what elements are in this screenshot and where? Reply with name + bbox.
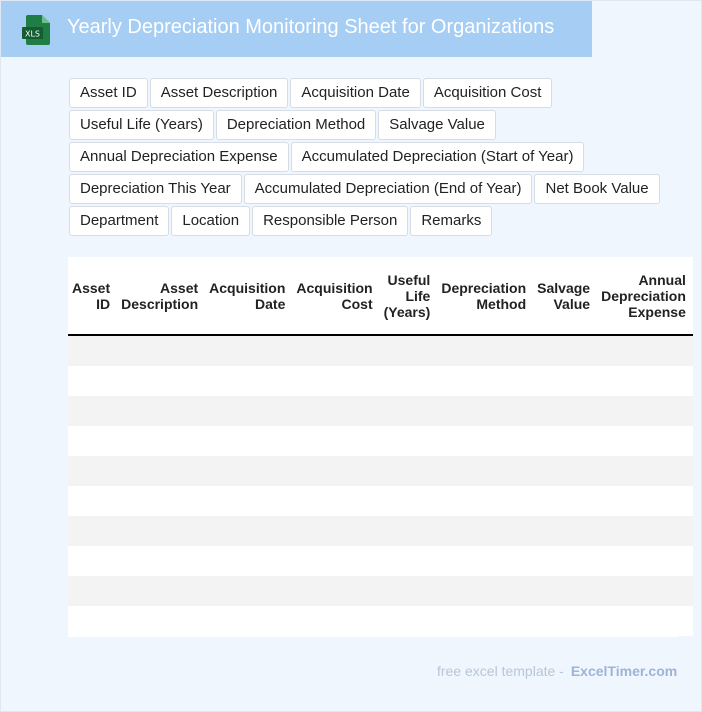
table-cell[interactable] (292, 366, 379, 396)
table-cell[interactable] (597, 396, 693, 426)
table-cell[interactable] (117, 546, 205, 576)
field-chip[interactable]: Department (69, 206, 169, 236)
field-chip[interactable]: Remarks (410, 206, 492, 236)
table-cell[interactable] (437, 335, 533, 366)
table-row (68, 516, 693, 546)
column-header-line: Date (255, 295, 286, 312)
table-row (68, 576, 693, 606)
field-chip[interactable]: Depreciation Method (216, 110, 376, 140)
table-cell[interactable] (117, 396, 205, 426)
field-chip[interactable]: Salvage Value (378, 110, 496, 140)
table-cell[interactable] (533, 516, 597, 546)
field-chip-row (69, 110, 498, 140)
table-cell[interactable] (292, 426, 379, 456)
table-cell[interactable] (437, 456, 533, 486)
column-header-line: Useful (387, 271, 431, 288)
field-chip[interactable]: Depreciation This Year (69, 174, 242, 204)
table-cell[interactable] (437, 606, 533, 636)
table-cell[interactable] (597, 426, 693, 456)
table-cell[interactable] (117, 426, 205, 456)
column-header-line: Cost (341, 295, 373, 312)
table-cell[interactable] (205, 456, 292, 486)
column-header[interactable] (533, 257, 597, 335)
table-cell[interactable] (292, 576, 379, 606)
table-cell[interactable] (68, 486, 117, 516)
column-header-line: ID (96, 295, 111, 312)
table-cell[interactable] (533, 486, 597, 516)
table-cell[interactable] (533, 426, 597, 456)
table-cell[interactable] (205, 426, 292, 456)
table-cell[interactable] (597, 576, 693, 606)
field-chip[interactable]: Accumulated Depreciation (End of Year) (244, 174, 533, 204)
column-header[interactable] (437, 257, 533, 335)
table-cell[interactable] (437, 396, 533, 426)
table-cell[interactable] (533, 456, 597, 486)
table-cell[interactable] (117, 335, 205, 366)
column-header-line: Annual (638, 271, 686, 288)
table-cell[interactable] (437, 516, 533, 546)
field-chip[interactable]: Asset Description (150, 78, 289, 108)
table-cell[interactable] (117, 456, 205, 486)
table-cell[interactable] (533, 606, 597, 636)
field-chip[interactable]: Net Book Value (534, 174, 659, 204)
column-header-line: Method (476, 295, 527, 312)
table-cell[interactable] (437, 426, 533, 456)
column-header[interactable] (117, 257, 205, 335)
table-cell[interactable] (117, 576, 205, 606)
table-cell[interactable] (380, 516, 438, 546)
column-header-line: Depreciation (601, 287, 686, 304)
field-chip-row (69, 78, 554, 108)
table-cell[interactable] (68, 396, 117, 426)
table-cell[interactable] (380, 606, 438, 636)
column-header-line: Life (405, 287, 431, 304)
table-header-row (68, 257, 693, 335)
table-cell[interactable] (205, 546, 292, 576)
page-title: Yearly Depreciation Monitoring Sheet for Organizations (67, 16, 555, 38)
column-header-line: Asset (72, 279, 111, 296)
table-cell[interactable] (292, 396, 379, 426)
field-chip[interactable]: Acquisition Date (290, 78, 420, 108)
table-cell[interactable] (380, 576, 438, 606)
table-cell[interactable] (117, 486, 205, 516)
table-cell[interactable] (205, 366, 292, 396)
excel-file-icon (22, 15, 50, 45)
table-cell[interactable] (597, 546, 693, 576)
field-chip[interactable]: Accumulated Depreciation (Start of Year) (291, 142, 585, 172)
table-cell[interactable] (68, 516, 117, 546)
table-cell[interactable] (533, 366, 597, 396)
table-row (68, 396, 693, 426)
column-header-line: Depreciation (441, 279, 527, 296)
table-cell[interactable] (597, 366, 693, 396)
table-cell[interactable] (205, 606, 292, 636)
field-chip[interactable]: Location (171, 206, 250, 236)
table-cell[interactable] (292, 546, 379, 576)
table-cell[interactable] (597, 516, 693, 546)
table-row (68, 456, 693, 486)
footer-brand-link[interactable]: ExcelTimer.com (570, 663, 678, 679)
column-header-line: Value (553, 295, 591, 312)
table-row (68, 486, 693, 516)
field-chip-row (69, 174, 662, 204)
table-cell[interactable] (205, 486, 292, 516)
column-header-line: Asset (160, 279, 199, 296)
field-chip[interactable]: Acquisition Cost (423, 78, 553, 108)
field-chip-row (69, 206, 494, 236)
table-cell[interactable] (533, 546, 597, 576)
table-row (68, 426, 693, 456)
table-cell[interactable] (292, 516, 379, 546)
table-cell[interactable] (597, 335, 693, 366)
table-cell[interactable] (533, 576, 597, 606)
table-cell[interactable] (117, 516, 205, 546)
table-cell[interactable] (68, 576, 117, 606)
table-cell[interactable] (437, 486, 533, 516)
table-cell[interactable] (380, 546, 438, 576)
field-chip-row (69, 142, 586, 172)
table-cell[interactable] (292, 486, 379, 516)
table-cell[interactable] (437, 576, 533, 606)
table-cell[interactable] (68, 456, 117, 486)
column-header-line: Salvage (537, 279, 591, 296)
table-cell[interactable] (205, 396, 292, 426)
column-header[interactable] (68, 257, 117, 335)
column-header-line: Acquisition (209, 279, 286, 296)
table-cell[interactable] (380, 456, 438, 486)
table-cell[interactable] (292, 335, 379, 366)
table-cell[interactable] (205, 516, 292, 546)
table-cell[interactable] (292, 606, 379, 636)
table-row (68, 546, 693, 576)
table-cell[interactable] (533, 396, 597, 426)
table-cell[interactable] (597, 606, 693, 636)
column-header-line: (Years) (383, 303, 431, 320)
table-cell[interactable] (68, 606, 117, 636)
footer-text: free excel template - (437, 663, 564, 679)
table-cell[interactable] (68, 366, 117, 396)
table-row (68, 366, 693, 396)
table-cell[interactable] (117, 606, 205, 636)
footer (437, 663, 677, 679)
table-cell[interactable] (292, 456, 379, 486)
table-cell[interactable] (533, 335, 597, 366)
table-cell[interactable] (68, 426, 117, 456)
table-cell[interactable] (205, 576, 292, 606)
table-cell[interactable] (437, 546, 533, 576)
title-banner (1, 1, 592, 57)
table-cell[interactable] (380, 396, 438, 426)
column-header[interactable] (292, 257, 379, 335)
table-row (68, 606, 693, 636)
column-header[interactable] (205, 257, 292, 335)
column-header-line: Acquisition (296, 279, 373, 296)
table-cell[interactable] (380, 335, 438, 366)
table-row (68, 335, 693, 366)
table-cell[interactable] (380, 426, 438, 456)
table-cell[interactable] (205, 335, 292, 366)
column-header-line: Description (121, 295, 199, 312)
column-header-line: Expense (628, 303, 686, 320)
table-cell[interactable] (380, 486, 438, 516)
table-cell[interactable] (597, 456, 693, 486)
column-header[interactable] (380, 257, 438, 335)
table-cell[interactable] (68, 546, 117, 576)
table-cell[interactable] (437, 366, 533, 396)
field-chip[interactable]: Annual Depreciation Expense (69, 142, 289, 172)
field-chip[interactable]: Responsible Person (252, 206, 408, 236)
field-chip[interactable]: Asset ID (69, 78, 148, 108)
table-cell[interactable] (117, 366, 205, 396)
table-cell[interactable] (380, 366, 438, 396)
table-cell[interactable] (68, 335, 117, 366)
xls-icon-label: XLS (24, 29, 41, 39)
field-chip[interactable]: Useful Life (Years) (69, 110, 214, 140)
column-header[interactable] (597, 257, 693, 335)
data-table (68, 257, 686, 637)
table-cell[interactable] (597, 486, 693, 516)
